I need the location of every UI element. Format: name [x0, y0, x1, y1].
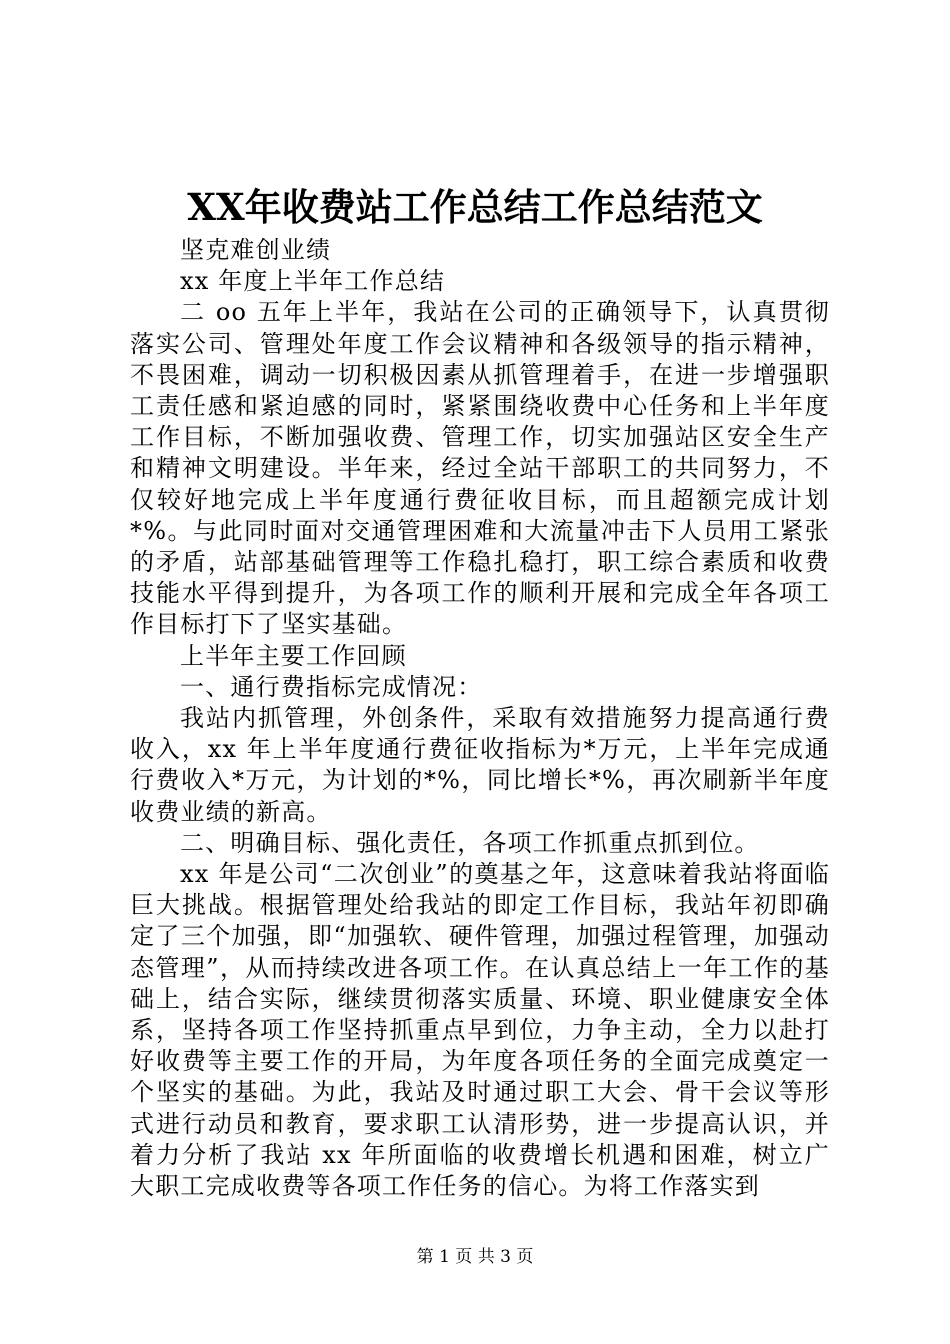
document-title: XX年收费站工作总结工作总结范文 [187, 185, 763, 229]
section-heading-goals: 二、明确目标、强化责任，各项工作抓重点抓到位。 [180, 828, 760, 857]
document-body [130, 235, 830, 1202]
section-heading-review: 上半年主要工作回顾 [180, 641, 407, 670]
paragraph-intro: 二 oo 五年上半年，我站在公司的正确领导下，认真贯彻落实公司、管理处年度工作会议精神和各级领导的指示精神，不畏困难，调动一切积极因素从抓管理着手，在进一步增强职工责任感和紧迫感的同时，紧紧围绕收费中心任务和上半年度工作目标，不断加强收费、管理工作，切实加强站区安全生产和精神文明建设。半年来，经过全站干部职工的共同努力，不仅较好地完成上半年度通行费征收目标，而且超额完成计划*%。与此同时面对交通管理困难和大流量冲击下人员用工紧张的矛盾，站部基础管理等工作稳扎稳打，职工综合素质和收费技能水平得到提升，为各项工作的顺利开展和完成全年各项工作目标打下了坚实基础。 [130, 298, 830, 639]
paragraph-goals: xx 年是公司“二次创业”的奠基之年，这意味着我站将面临巨大挑战。根据管理处给我站的即定工作目标，我站年初即确定了三个加强，即“加强软、硬件管理，加强过程管理，加强动态管理”，从而持续改进各项工作。在认真总结上一年工作的基础上，结合实际，继续贯彻落实质量、环境、职业健康安全体系，坚持各项工作坚持抓重点早到位，力争主动，全力以赴打好收费等主要工作的开局，为年度各项任务的全面完成奠定一个坚实的基础。为此，我站及时通过职工大会、骨干会议等形式进行动员和教育，要求职工认清形势，进一步提高认识，并着力分析了我站 xx 年所面临的收费增长机遇和困难，树立广大职工完成收费等各项工作任务的信心。为将工作落实到 [130, 860, 830, 1201]
page-footer: 第 1 页 共 3 页 [416, 1247, 534, 1267]
paragraph-slogan: 坚克难创业绩 [180, 236, 332, 264]
paragraph-toll-targets: 我站内抓管理，外创条件，采取有效措施努力提高通行费收入，xx 年上半年度通行费征收指标为*万元，上半年完成通行费收入*万元，为计划的*%，同比增长*%，再次刷新半年度收费业绩的新高。 [130, 704, 830, 826]
section-heading-toll-targets: 一、通行费指标完成情况： [180, 672, 483, 701]
paragraph-subtitle: xx 年度上半年工作总结 [180, 267, 446, 296]
